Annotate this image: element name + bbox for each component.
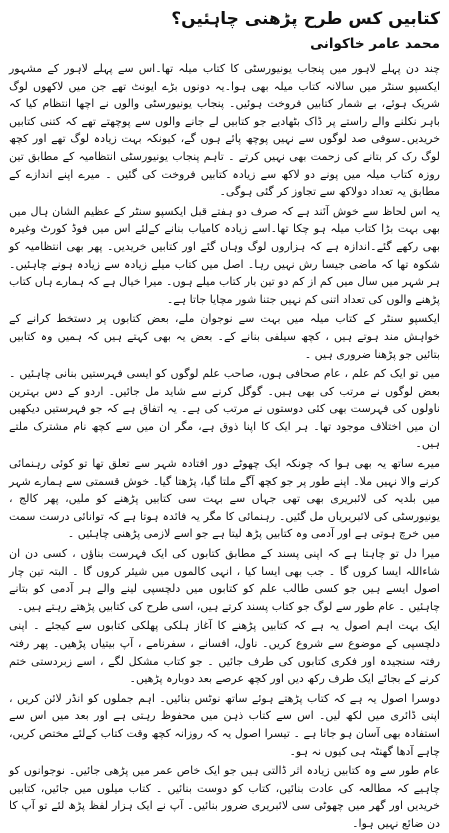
article-paragraph: میں تو ایک کم علم ، عام صحافی ہوں، صاحب علم لوگوں کو ایسی فہرستیں بنانی چاہئیں ۔ بعض لوگوں نے مرتب کی بھی ہیں۔ گوگل کرنے سے شاید مل جائیں۔ اردو کے دس بہترین ناولوں کی فہرست بھی کئی دوستوں نے مرتب کی ہے۔ یہ اتفاق ہے کہ جو فہرستیں دیکھیں ان میں اختلاف موجود تھا۔ ہر ایک کا اپنا ذوق ہے، مگر ان میں سے کچھ نام مشترک ملتے ہیں۔	[9, 367, 440, 451]
article-paragraph: دوسرا اصول یہ ہے کہ کتاب پڑھتے ہوئے ساتھ نوٹس بنائیں۔ اہم جملوں کو انڈر لائن کریں ، اپنی ڈائری میں لکھ لیں۔ اس سے کتاب ذہن میں محفوظ رہتی ہے اور بعد میں اس سے استفادہ بھی آسان ہو جاتا ہے ۔ تیسرا اصول یہ کہ روزانہ کچھ وقت کتاب کےلئے مختص کریں، چاہے آدھا گھنٹہ ہی کیوں نہ ہو۔	[9, 691, 440, 758]
article-paragraph: عام طور سے وہ کتابیں زیادہ اثر ڈالتی ہیں جو ایک خاص عمر میں پڑھی جائیں۔ نوجوانوں کو چاہیے کہ مطالعہ کی عادت بنائیں، کتاب کو دوست بنائیں ۔ کتاب میلوں میں جائیں، کتابیں خریدیں اور گھر میں چھوٹی سی لائبریری ضرور بنائیں۔ آپ نے ایک ہزار لفظ پڑھ لئے تو آپ کا دن ضائع نہیں ہوا۔	[9, 764, 440, 830]
article-paragraph: ایکسپو سنٹر کے کتاب میلہ میں بہت سے نوجوان ملے، بعض کتابوں پر دستخط کرانے کے خواہش مند ہوتے ہیں ، کچھ سیلفی بنانے کے۔ بعض یہ بھی کہتے ہیں کہ ہمیں وہ کتابیں بتائیں جو پڑھنا ضروری ہیں ۔	[9, 312, 440, 361]
article-paragraph: ایک بہت اہم اصول یہ ہے کہ کتابیں پڑھنے کا آغاز ہلکی پھلکی کتابوں سے کیجئے ۔ اپنی دلچسپی کے موضوع سے شروع کریں۔ ناول، افسانے ، سفرنامے ، آپ بیتیاں پڑھیں۔ پھر رفتہ رفتہ سنجیدہ اور فکری کتابوں کی طرف جائیں ۔ جو کتاب مشکل لگے ، اسے زبردستی ختم کرنے کے بجائے ایک طرف رکھ دیں اور کچھ عرصے بعد دوبارہ پڑھیں۔	[9, 619, 440, 686]
article-headline: کتابیں کس طرح پڑھنی چاہئیں؟	[171, 9, 440, 29]
article-paragraph: یہ اس لحاظ سے خوش آئند ہے کہ صرف دو ہفتے قبل ایکسپو سنٹر کے عظیم الشان ہال میں بھی بہت بڑا کتاب میلہ ہو چکا تھا۔اسے زیادہ کامیاب بنانے کےلئے اس میں فوڈ کورٹ وغیرہ بھی رکھے گئے۔اندازہ ہے کہ ہزاروں لوگ وہاں گئے اور کتابیں خریدیں۔ پھر بھی انتظامیہ کو شکوہ تھا کہ ماضی جیسا رش نہیں رہا۔ اصل میں کتاب میلے زیادہ سے زیادہ ہونے چاہئیں۔ ہر شہر میں سال میں کم از کم دو تین بار کتاب میلے ہوں۔ میرا خیال ہے کہ ہمارے ہاں کتاب پڑھنے والوں کی تعداد اتنی کم نہیں جتنا شور مچایا جاتا ہے۔	[9, 204, 440, 306]
article-body	[9, 60, 440, 833]
article-byline: محمد عامر خاکوانی	[310, 36, 440, 52]
article-paragraph: میرا دل تو چاہتا ہے کہ اپنی پسند کے مطابق کتابوں کی ایک فہرست بناؤں ، کسی دن ان شاءاللہ ایسا کروں گا ۔ جب بھی ایسا کیا ، انہی کالموں میں شیئر کروں گا ۔ البتہ تین چار اصول ایسے ہیں جو کسی طالب علم کو کتابوں میں دلچسپی لینے والے ہر آدمی کو بتانے چاہئیں ۔ عام طور سے لوگ جو کتاب پسند کرتے ہیں، اسی طرح کی کتابیں پڑھتے رہتے ہیں۔	[9, 547, 440, 613]
article-paragraph: چند دن پہلے لاہور میں پنجاب یونیورسٹی کا کتاب میلہ تھا۔اس سے پہلے لاہور کے مشہور ایکسپو سنٹر میں سالانہ کتاب میلہ بھی ہوا۔یہ دونوں بڑے ایونٹ تھے جن میں لاکھوں لوگ شریک ہوئے، بے شمار کتابیں فروخت ہوئیں۔ پنجاب یونیورسٹی والوں نے اچھا انتظام کیا کہ باہر نکلنے والے راستے پر ڈاک بٹھادیے جو کتابیں لے جانے والوں سے پوچھتے تھے کہ کتنی کتابیں خریدیں۔سوفی صد لوگوں سے نہیں پوچھ پائے ہوں گے، کیونکہ بہت زیادہ لوگ تھے اور کچھ لوگ رک کر بتانے کی زحمت بھی نہیں کرتے ۔ تاہم پنجاب یونیورسٹی انتظامیہ کے مطابق تین روزہ کتاب میلہ میں پونے دو لاکھ سے زیادہ کتابیں فروخت کی گئیں ۔ میرے اپنے اندازے کے مطابق یہ تعداد دولاکھ سے تجاوز کر گئی ہوگی۔	[9, 62, 440, 199]
article-paragraph: میرے ساتھ یہ بھی ہوا کہ چونکہ ایک چھوٹے دور افتادہ شہر سے تعلق تھا تو کوئی رہنمائی کرنے والا نہیں ملا۔ اپنے طور پر جو کچھ آگے ملتا گیا، پڑھتا گیا۔ خوش قسمتی سے ہمارے شہر میں بلدیہ کی لائبریری بھی تھی جہاں سے بہت سی کتابیں پڑھنے کو ملیں، پھر کالج ، یونیورسٹی کی لائبریریاں مل گئیں۔ رہنمائی کا مگر یہ فائدہ ہوتا ہے کہ توانائی درست سمت میں خرچ ہوتی ہے اور آدمی وہ کتابیں پڑھ لیتا ہے جو اسے لازمی پڑھنی چاہئیں ۔	[9, 457, 440, 541]
